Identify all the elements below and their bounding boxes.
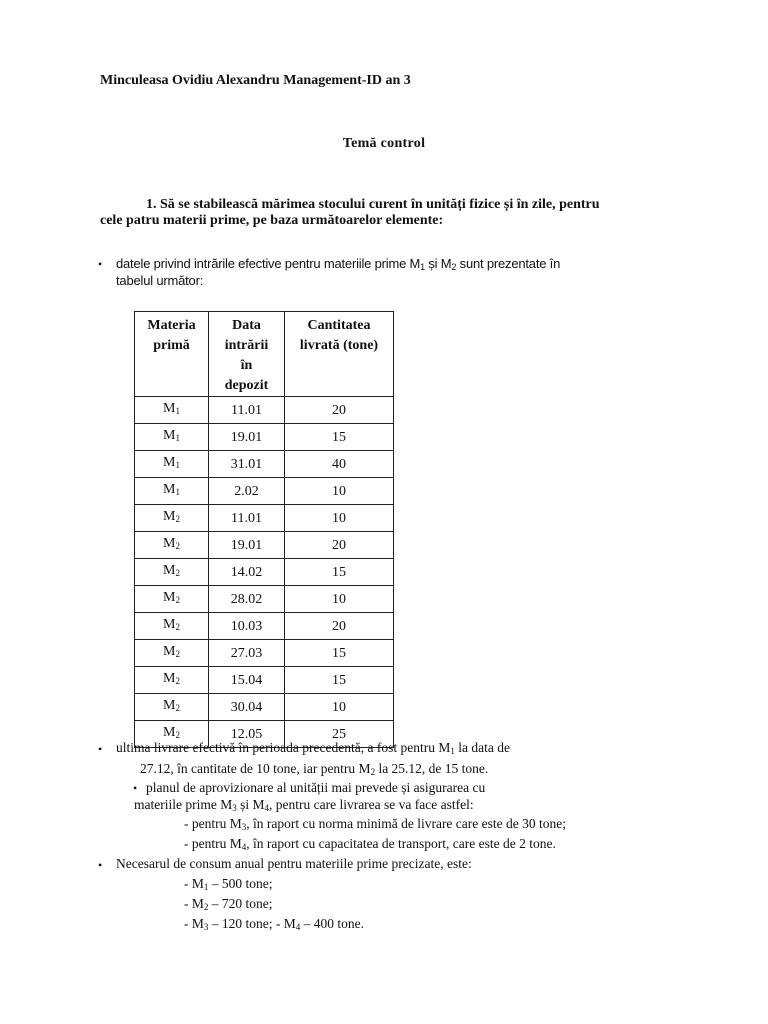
cell-materia: $M_2$	[135, 505, 209, 532]
bullet3-line3: - pentru $M_3$, în raport cu norma minimă de livrare care este de 30 tone;	[184, 816, 566, 832]
cell-data: 12.05	[209, 721, 285, 748]
bullet4-line1: Necesarul de consum anual pentru materiile prime precizate, este:	[116, 856, 472, 871]
bullet2-line1: ultima livrare efectivă în perioada precedentă, a fost pentru $M_1$ la data de	[116, 740, 510, 756]
consumption-m2: - $M_2 - 720$ tone;	[184, 896, 273, 912]
cell-data: 15.04	[209, 667, 285, 694]
cell-data: 19.01	[209, 532, 285, 559]
author-line: Minculeasa Ovidiu Alexandru Management-ID an 3	[100, 73, 411, 88]
cell-cantitate: 10	[285, 478, 394, 505]
cell-data: 2.02	[209, 478, 285, 505]
header-cantitate: Cantitatea livrată (tone)	[285, 312, 394, 397]
cell-materia: $M_2$	[135, 694, 209, 721]
table-row	[135, 694, 394, 721]
cell-data: 27.03	[209, 640, 285, 667]
bullet-marker: •	[98, 257, 103, 271]
bullet3-line4: - pentru $M_4$, în raport cu capacitatea de transport, care este de 2 tone.	[184, 836, 556, 852]
task-line-2: cele patru materii prime, pe baza următoarelor elemente:	[100, 213, 444, 228]
table-row	[135, 559, 394, 586]
bullet3-line2: materiile prime $M_3$ și $M_4$, pentru care livrarea se va face astfel:	[134, 797, 474, 813]
bullet-marker: •	[98, 858, 103, 872]
cell-data: 10.03	[209, 613, 285, 640]
table-row	[135, 505, 394, 532]
bullet1-line1: datele privind intrările efective pentru materiile prime $M_1$ și $M_2$ sunt prezentate în	[116, 256, 561, 272]
task-line-1: 1. Să se stabilească mărimea stocului curent în unități fizice și în zile, pentru	[146, 197, 600, 212]
cell-materia: $M_2$	[135, 640, 209, 667]
table-row	[135, 397, 394, 424]
consumption-m1: - $M_1 - 500$ tone;	[184, 876, 273, 892]
header-data: Data intrării în depozit	[209, 312, 285, 397]
table-row	[135, 586, 394, 613]
table-header-row	[135, 312, 394, 397]
table-row	[135, 532, 394, 559]
cell-cantitate: 10	[285, 586, 394, 613]
bullet3-line1: planul de aprovizionare al unității mai prevede și asigurarea cu	[146, 780, 486, 795]
cell-materia: $M_2$	[135, 721, 209, 748]
cell-materia: $M_1$	[135, 478, 209, 505]
table-row	[135, 451, 394, 478]
table-row	[135, 640, 394, 667]
cell-cantitate: 20	[285, 613, 394, 640]
deliveries-table	[134, 311, 394, 748]
cell-materia: $M_2$	[135, 667, 209, 694]
cell-data: 14.02	[209, 559, 285, 586]
cell-cantitate: 20	[285, 532, 394, 559]
cell-materia: $M_2$	[135, 586, 209, 613]
bullet2-line2: 27.12, în cantitate de 10 tone, iar pentru $M_2$ la 25.12, de 15 tone.	[140, 761, 489, 777]
cell-materia: $M_2$	[135, 532, 209, 559]
cell-cantitate: 25	[285, 721, 394, 748]
cell-data: 19.01	[209, 424, 285, 451]
cell-cantitate: 15	[285, 667, 394, 694]
cell-materia: $M_1$	[135, 451, 209, 478]
bullet1-line2: tabelul următor:	[116, 273, 204, 288]
cell-cantitate: 15	[285, 559, 394, 586]
cell-materia: $M_2$	[135, 613, 209, 640]
cell-materia: $M_1$	[135, 424, 209, 451]
cell-materia: $M_2$	[135, 559, 209, 586]
consumption-m3-m4: - $M_3 - 120$ tone; - $M_4 - 400$ tone.	[184, 916, 364, 932]
table-row	[135, 667, 394, 694]
cell-cantitate: 15	[285, 640, 394, 667]
cell-data: 28.02	[209, 586, 285, 613]
table-row	[135, 478, 394, 505]
cell-cantitate: 20	[285, 397, 394, 424]
cell-cantitate: 10	[285, 505, 394, 532]
cell-cantitate: 15	[285, 424, 394, 451]
bullet-marker: •	[133, 781, 138, 795]
table-row	[135, 424, 394, 451]
cell-data: 30.04	[209, 694, 285, 721]
cell-cantitate: 10	[285, 694, 394, 721]
cell-materia: $M_1$	[135, 397, 209, 424]
cell-data: 31.01	[209, 451, 285, 478]
table-row	[135, 613, 394, 640]
cell-data: 11.01	[209, 505, 285, 532]
document-title: Temă control	[342, 136, 426, 151]
bullet-marker: •	[98, 742, 103, 756]
cell-data: 11.01	[209, 397, 285, 424]
header-materia: Materia primă	[135, 312, 209, 397]
cell-cantitate: 40	[285, 451, 394, 478]
